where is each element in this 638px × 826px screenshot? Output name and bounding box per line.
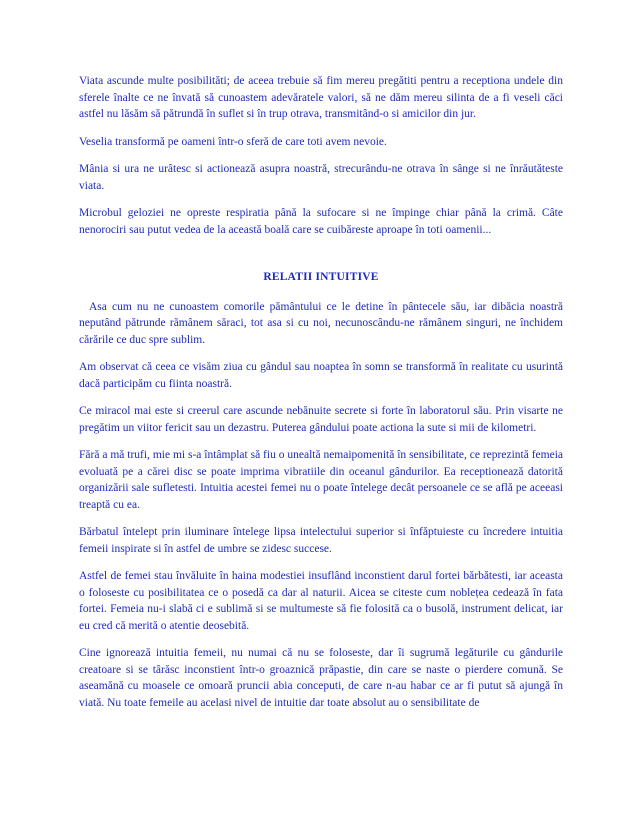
paragraph: Ce miracol mai este si creerul care ascunde nebănuite secrete si forte în laboratorul său. Prin visarte ne pregătim un viitor fericit sau un dezastru. Puterea gândului poate actiona la sute si mii de kilometri. (79, 405, 563, 434)
paragraph: Bărbatul întelept prin iluminare întelege lipsa intelectului superior si înfăptuieste cu încredere intuitia femeii inspirate si în astfel de umbre se zidesc succese. (79, 526, 563, 555)
paragraph: Asa cum nu ne cunoastem comorile pământului ce le detine în pântecele său, iar dibăcia noastră neputând pătrunde rămânem săraci, tot asa si cu noi, necunoscându-ne rămânem singuri, ne închidem cărările ce duc spre sublim. (79, 300, 563, 346)
section-title: RELATII INTUITIVE (263, 271, 379, 283)
paragraph: Mânia si ura ne urâtesc si actionează asupra noastră, strecurându-ne otrava în sânge si ne înrăutăteste viata. (79, 163, 563, 192)
paragraph: Veselia transformă pe oameni într-o sferă de care toti avem nevoie. (79, 135, 387, 148)
paragraph: Am observat că ceea ce visăm ziua cu gândul sau noaptea în somn se transformă în realitate cu usurintă dacă participăm cu fiinta noastră. (79, 361, 563, 390)
document-body (79, 73, 563, 721)
paragraph: Astfel de femei stau învăluite în haina modestiei insuflând inconstient darul fortei bărbătesti, iar aceasta o foloseste cu posibilitatea ce o posedă ca dar al naturii. Aicea se citeste cum noblețea cedează în fata fortei. Femeia nu-i slabă ci e sublimă si se multumeste să fie folosită ca o busolă, instrument delicat, iar eu cred că merită o atentie deosebită. (79, 570, 563, 632)
paragraph: Cine ignorează intuitia femeii, nu numai că nu se foloseste, dar îi sugrumă legăturile cu gândurile creatoare si se târăsc inconstient într-o groaznică prăpastie, din care se naste o pierdere comună. Se aseamănă cu moasele ce omoară pruncii abia conceputi, de care n-au habar ce ar fi putut să ajungă în viată. Nu toate femeile au acelasi nivel de intuitie dar toate absolut au o sensibilitate de (79, 647, 563, 709)
paragraph: Microbul geloziei ne opreste respiratia până la sufocare si ne împinge chiar până la crimă. Câte nenorociri sau putut vedea de la această boală care se cuibăreste aproape în toti oamenii... (79, 207, 563, 236)
paragraph: Fără a mă trufi, mie mi s-a întâmplat să fiu o unealtă nemaipomenită în sensibilitate, ce reprezintă femeia evoluată pe a cărei disc se poate imprima vibratiile din oceanul gândurilor. Ea receptionează datorită organizării sale sufletesti. Intuitia acestei femei nu o poate întelege decât persoanele ce se află pe aceeasi treaptă cu ea. (79, 449, 563, 511)
paragraph: Viata ascunde multe posibilităti; de aceea trebuie să fim mereu pregătiti pentru a receptiona undele din sferele înalte ce ne învată să cunoastem adevăratele valori, să ne dăm mereu silinta de a fi veseli căci astfel nu lăsăm să pătrundă în suflet si în trup otrava, transmitând-o si amicilor din jur. (79, 75, 563, 120)
